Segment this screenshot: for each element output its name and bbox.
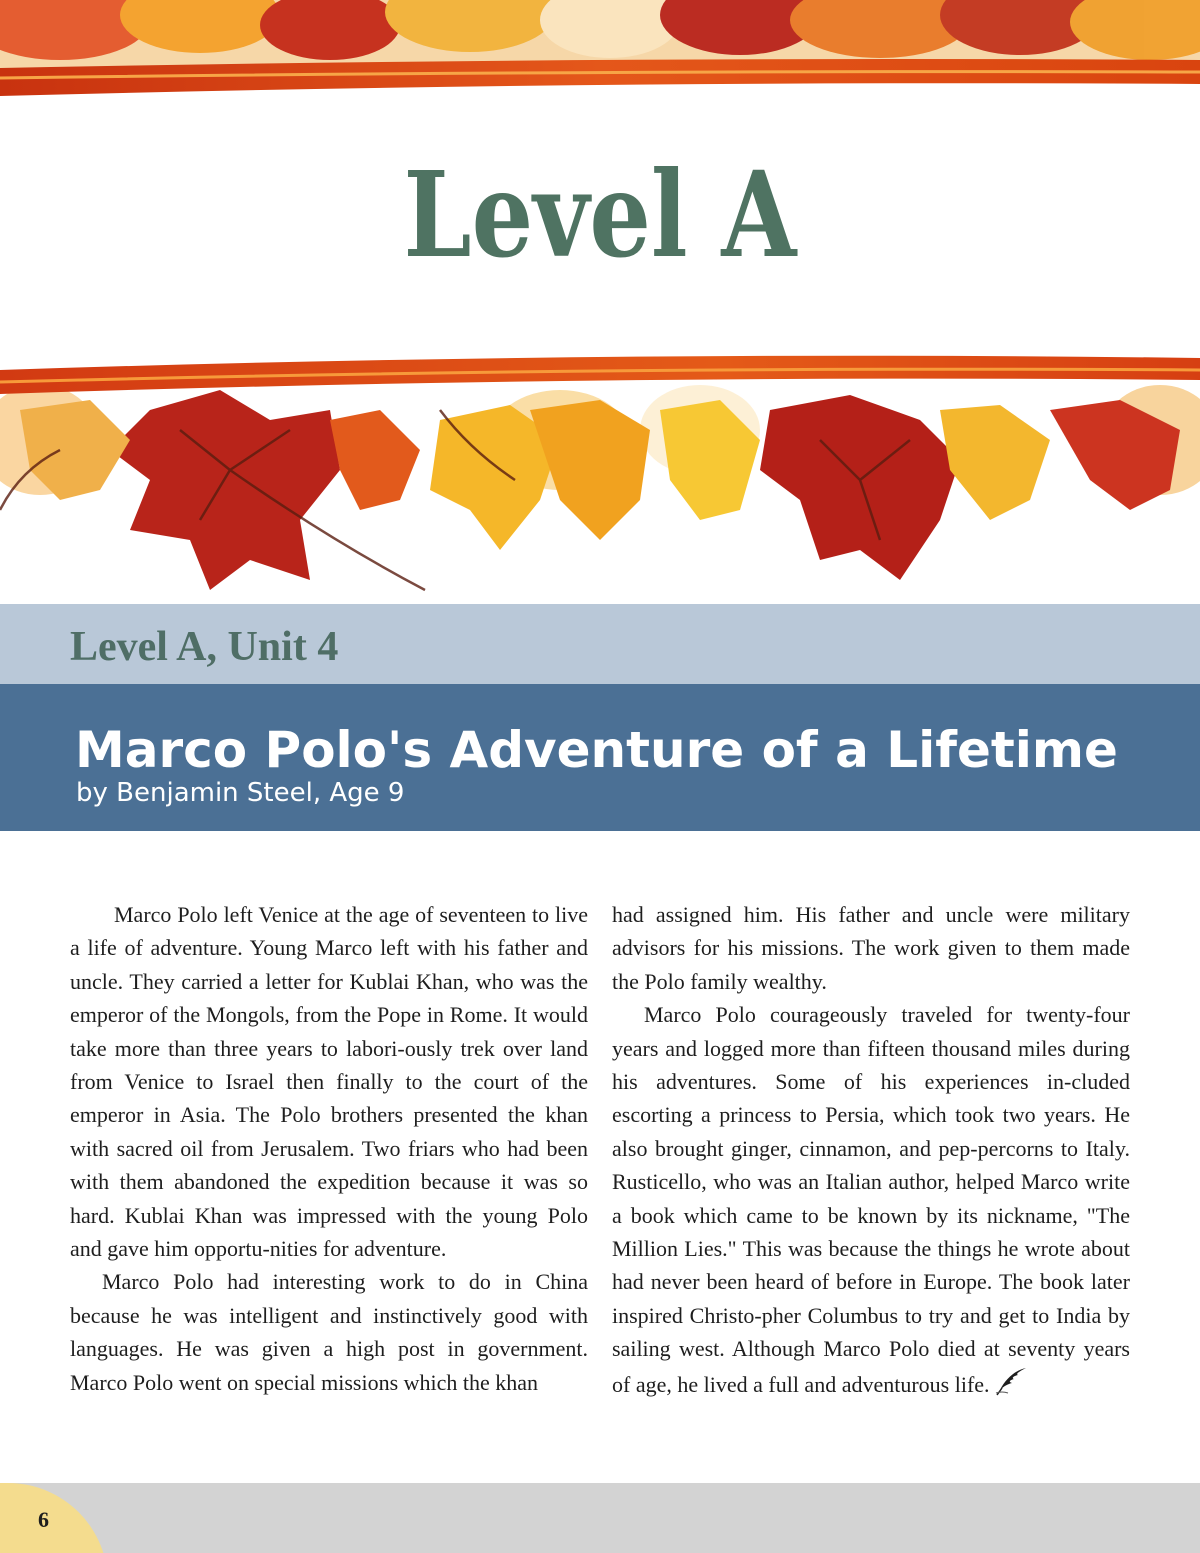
page-number-tab [0,1483,108,1553]
page-number: 6 [38,1507,49,1532]
byline: by Benjamin Steel, Age 9 [76,778,405,808]
unit-band [0,604,1200,684]
top-leaf-banner [0,0,1200,100]
paragraph: Marco Polo had interesting work to do in China because he was intelligent and instinctively good with languages. He was given a high post in government. Marco Polo went on special missions which the khan [70,1269,588,1395]
paragraph: Marco Polo left Venice at the age of seventeen to live a life of adventure. Young Marco left with his father and uncle. They carried a letter for Kublai Khan, who was the emperor of the Mongols, from the Pope in Rome. It would take more than three years to labori-ously trek over land from Venice to Israel then finally to the court of the emperor in Asia. The Polo brothers presented the khan with sacred oil from Jerusalem. Two friars who had been with them abandoned the expedition because it was so hard. Kublai Khan was impressed with the young Polo and gave him opportu-nities for adventure. [70,902,588,1262]
quill-pen-icon [994,1366,1028,1396]
footer-band [0,1483,1200,1553]
autumn-leaves-banner [0,350,1200,605]
unit-label: Level A, Unit 4 [70,624,339,670]
story-body [70,898,1130,1401]
left-column [70,898,588,1401]
paragraph-text: Marco Polo courageously traveled for twenty-four years and logged more than fifteen thousand miles during his adventures. Some of his experiences in-cluded escorting a princess to Persia, which took two years. He also brought ginger, cinnamon, and pep-percorns to Italy. Rusticello, who was an Italian author, helped Marco write a book which came to be known by its nickname, "The Million Lies." This was because the things he wrote about had never been heard of before in Europe. The book later inspired Christo-pher Columbus to try and get to India by sailing west. Although Marco Polo died at seventy years of age, he lived a full and adventurous life. [612,1002,1130,1397]
paragraph: had assigned him. His father and uncle were military advisors for his missions. The work given to them made the Polo family wealthy. [612,902,1130,994]
level-title: Level A [403,145,797,284]
title-band [0,684,1200,831]
right-column [612,898,1130,1401]
paragraph-with-end-mark [612,998,1130,1401]
story-title: Marco Polo's Adventure of a Lifetime [75,721,1118,779]
